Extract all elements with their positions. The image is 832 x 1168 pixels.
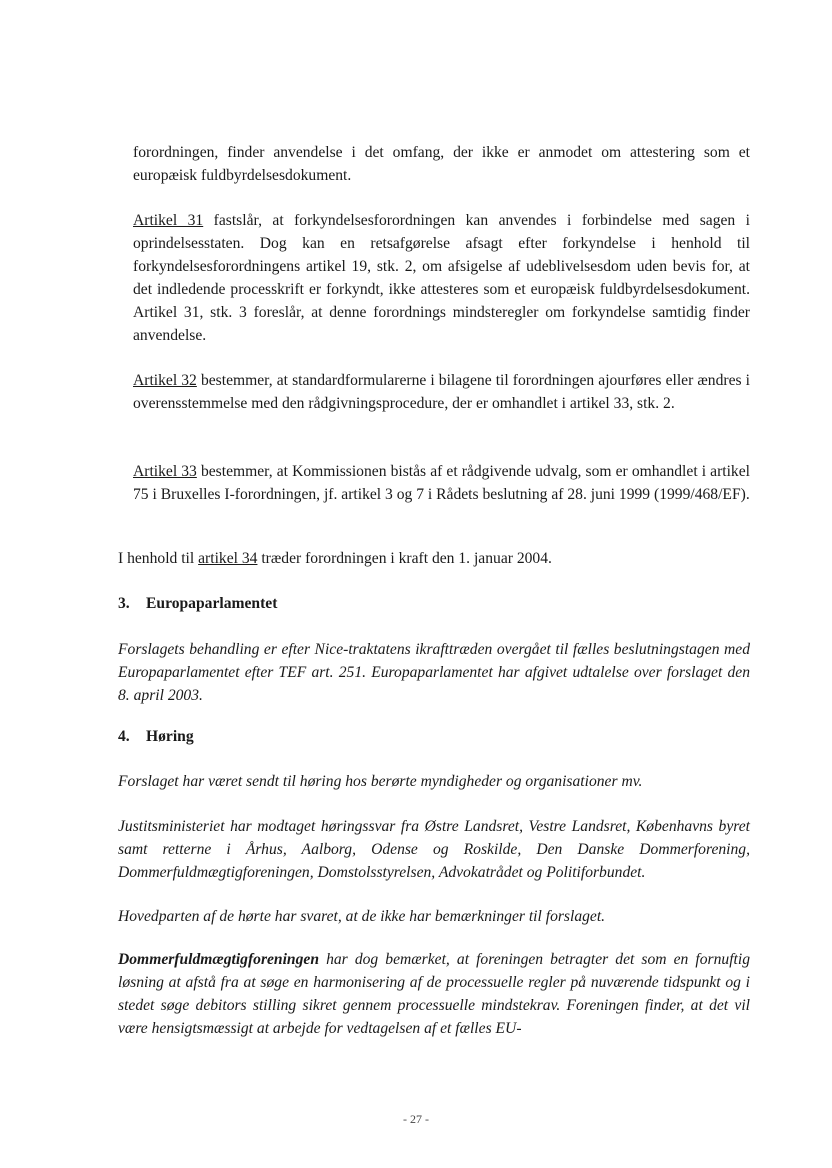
- paragraph-text: træder forordningen i kraft den 1. januar 2004.: [257, 550, 552, 567]
- section-number: 4.: [118, 728, 130, 745]
- paragraph-text: forordningen, finder anvendelse i det omfang, der ikke er anmodet om attestering som et europæisk fuldbyrdelsesdokument.: [133, 144, 750, 184]
- paragraph-hoering-intro: [118, 770, 750, 793]
- page-number: - 27 -: [403, 1112, 429, 1126]
- article-32-reference: Artikel 32: [133, 372, 197, 389]
- paragraph-dommerfuldmaegtig: [118, 948, 750, 1040]
- paragraph-hovedparten: [118, 905, 750, 928]
- paragraph-text: bestemmer, at Kommissionen bistås af et rådgivende udvalg, som er omhandlet i artikel 75 i Bruxelles I-forordningen, jf. artikel 3 og 7 i Rådets beslutning af 28. juni 1999 (1999/468/EF).: [133, 463, 750, 503]
- paragraph-continuation: [133, 141, 750, 187]
- article-33-reference: Artikel 33: [133, 463, 197, 480]
- section-heading-3: [118, 592, 277, 615]
- paragraph-text: Forslagets behandling er efter Nice-traktatens ikrafttræden overgået til fælles beslutningstagen med Europaparlamentet efter TEF art. 251. Europaparlamentet har afgivet udtalelse over forslaget den 8. april 2003.: [118, 641, 750, 704]
- section-title: Høring: [146, 728, 194, 745]
- section-title: Europaparlamentet: [146, 595, 278, 612]
- paragraph-article-32: [133, 369, 750, 415]
- paragraph-text: Justitsministeriet har modtaget høringssvar fra Østre Landsret, Vestre Landsret, Københavns byret samt retterne i Århus, Aalborg, Odense og Roskilde, Den Danske Dommerforening, Dommerfuldmægtigforeningen, Domstolsstyrelsen, Advokatrådet og Politiforbundet.: [118, 818, 750, 881]
- paragraph-article-31: [133, 209, 750, 347]
- paragraph-text: fastslår, at forkyndelsesforordningen kan anvendes i forbindelse med sagen i oprindelsesstaten. Dog kan en retsafgørelse afsagt efter forkyndelse i henhold til forkyndelsesforordningens artikel 19, stk. 2, om afsigelse af udeblivelsesdom uden bevis for, at det indledende processkrift er forkyndt, ikke attesteres som et europæisk fuldbyrdelsesdokument. Artikel 31, stk. 3 foreslår, at denne forordnings mindsteregler om forkyndelse samtidig finder anvendelse.: [133, 212, 750, 344]
- paragraph-text: Forslaget har været sendt til høring hos berørte myndigheder og organisationer mv.: [118, 773, 643, 790]
- section-heading-4: [118, 725, 194, 748]
- paragraph-europaparlamentet: [118, 638, 750, 707]
- paragraph-text: har dog bemærket, at foreningen betragter det som en fornuftig løsning at afstå fra at søge en harmonisering af de processuelle regler på nuværende tidspunkt og i stedet søge debitors stilling sikret gennem processuelle mindstekrav. Foreningen finder, at det vil være hensigtsmæssigt at arbejde for vedtagelsen af et fælles EU-: [118, 951, 750, 1037]
- paragraph-article-34: [118, 547, 750, 570]
- paragraph-article-33: [133, 460, 750, 506]
- paragraph-text: I henhold til: [118, 550, 199, 567]
- article-34-reference: artikel 34: [198, 550, 258, 567]
- section-number: 3.: [118, 595, 130, 612]
- organisation-name: Dommerfuldmægtigforeningen: [118, 951, 319, 968]
- paragraph-hoeringssvar: [118, 815, 750, 884]
- paragraph-text: bestemmer, at standardformularerne i bilagene til forordningen ajourføres eller ændres i overensstemmelse med den rådgivningsprocedure, der er omhandlet i artikel 33, stk. 2.: [133, 372, 750, 412]
- paragraph-text: Hovedparten af de hørte har svaret, at de ikke har bemærkninger til forslaget.: [118, 908, 606, 925]
- article-31-reference: Artikel 31: [133, 212, 204, 229]
